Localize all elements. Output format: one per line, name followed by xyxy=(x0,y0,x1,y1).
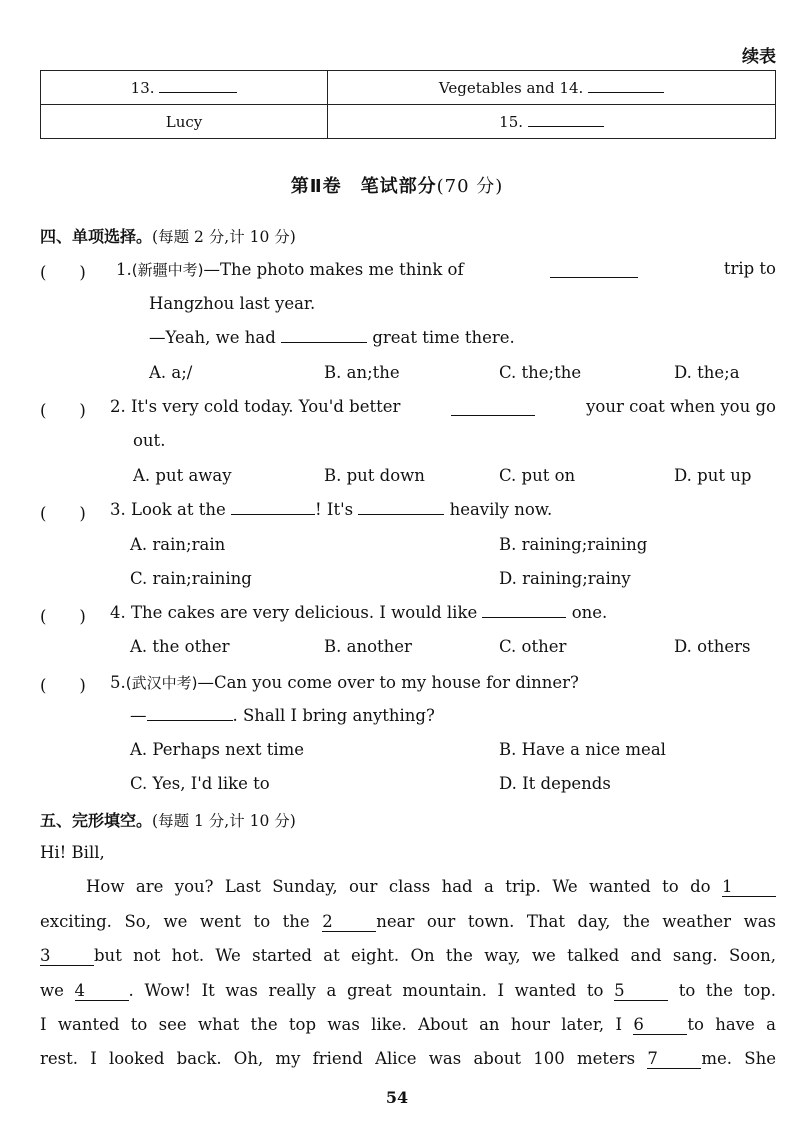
blank-15-label: 15. xyxy=(499,113,524,131)
q1-num: 1.(新疆中考)—The photo makes me think of xyxy=(116,260,464,279)
q1-blank-1[interactable] xyxy=(550,263,638,278)
cloze-blank-6[interactable]: 6 xyxy=(633,1015,687,1035)
section-4-title: 四、单项选择。 xyxy=(40,227,153,246)
answer-paren-q2[interactable]: ( ) xyxy=(40,401,86,420)
q2-option-b[interactable]: B. put down xyxy=(324,466,425,485)
question-1-line3: —Yeah, we had great time there. xyxy=(149,328,515,347)
q2-option-c[interactable]: C. put on xyxy=(499,466,576,485)
q1-blank-2[interactable] xyxy=(281,328,367,343)
q4-option-b[interactable]: B. another xyxy=(324,637,412,656)
question-1-line2: Hangzhou last year. xyxy=(149,294,316,313)
part-score: (70 分) xyxy=(436,176,504,197)
q1-text-b: trip to xyxy=(723,259,776,278)
q1-option-a[interactable]: A. a;/ xyxy=(149,363,193,382)
q4-option-d[interactable]: D. others xyxy=(674,637,751,656)
continued-label: 续表 xyxy=(742,47,776,67)
passage-line-5: I wanted to see what the top was like. About an hour later, I 6 to have a xyxy=(40,1015,776,1034)
q1-option-c[interactable]: C. the;the xyxy=(499,363,582,382)
listening-answer-table xyxy=(40,70,776,139)
q2-option-d[interactable]: D. put up xyxy=(674,466,752,485)
section-4-heading xyxy=(40,224,296,247)
table-row xyxy=(41,105,776,139)
passage-line-6: rest. I looked back. Oh, my friend Alice was about 100 meters 7 me. She xyxy=(40,1049,776,1068)
section-5-note: (每题 1 分,计 10 分) xyxy=(152,812,296,830)
q2-option-a[interactable]: A. put away xyxy=(133,466,232,485)
q4-blank[interactable] xyxy=(482,603,566,618)
part-title-text: 第Ⅱ卷 笔试部分 xyxy=(290,176,437,197)
cloze-blank-7[interactable]: 7 xyxy=(647,1049,701,1069)
question-1-line1 xyxy=(116,259,776,280)
letter-greeting: Hi! Bill, xyxy=(40,843,105,862)
blank-13-label: 13. xyxy=(130,79,155,97)
cloze-blank-5[interactable]: 5 xyxy=(614,981,668,1001)
table-row xyxy=(41,71,776,105)
question-5-line1: 5.(武汉中考)—Can you come over to my house for dinner? xyxy=(110,673,579,692)
q5-blank[interactable] xyxy=(147,706,233,721)
section-5-title: 五、完形填空。 xyxy=(40,811,153,830)
q3-option-a[interactable]: A. rain;rain xyxy=(130,535,226,554)
table-cell xyxy=(41,105,328,139)
section-4-note: (每题 2 分,计 10 分) xyxy=(152,228,296,246)
part-title xyxy=(0,172,794,198)
q3-option-c[interactable]: C. rain;raining xyxy=(130,569,252,588)
answer-paren-q5[interactable]: ( ) xyxy=(40,676,86,695)
question-3-line1: 3. Look at the ! It's heavily now. xyxy=(110,500,553,519)
passage-line-4: we 4 . Wow! It was really a great mountain. I wanted to 5 to the top. xyxy=(40,981,776,1000)
answer-paren-q4[interactable]: ( ) xyxy=(40,607,86,626)
page-number: 54 xyxy=(385,1088,409,1107)
question-4-line1: 4. The cakes are very delicious. I would like one. xyxy=(110,603,608,622)
cloze-blank-4[interactable]: 4 xyxy=(75,981,129,1001)
table-cell xyxy=(328,105,776,139)
q4-option-a[interactable]: A. the other xyxy=(130,637,230,656)
q5-option-d[interactable]: D. It depends xyxy=(499,774,611,793)
question-5-line2: — . Shall I bring anything? xyxy=(130,706,435,725)
blank-15[interactable] xyxy=(528,112,604,127)
blank-13[interactable] xyxy=(159,78,237,93)
answer-paren-q1[interactable]: ( ) xyxy=(40,263,86,282)
section-5-heading xyxy=(40,808,296,831)
q4-option-c[interactable]: C. other xyxy=(499,637,567,656)
question-2-line2: out. xyxy=(133,431,166,450)
q5-option-c[interactable]: C. Yes, I'd like to xyxy=(130,774,270,793)
q3-option-b[interactable]: B. raining;raining xyxy=(499,535,648,554)
q3-blank-2[interactable] xyxy=(358,500,444,515)
table-cell xyxy=(328,71,776,105)
name-lucy: Lucy xyxy=(165,112,203,131)
answer-paren-q3[interactable]: ( ) xyxy=(40,504,86,523)
passage-line-1: How are you? Last Sunday, our class had a trip. We wanted to do 1 xyxy=(86,877,776,897)
question-2-line1: 2. It's very cold today. You'd better your coat when you go xyxy=(110,397,776,416)
blank-14-label: Vegetables and 14. xyxy=(438,79,584,97)
q2-blank[interactable] xyxy=(451,401,535,416)
cloze-blank-1[interactable]: 1 xyxy=(722,877,776,897)
q3-option-d[interactable]: D. raining;rainy xyxy=(499,569,631,588)
q1-option-b[interactable]: B. an;the xyxy=(324,363,400,382)
q1-option-d[interactable]: D. the;a xyxy=(674,363,740,382)
passage-line-2: exciting. So, we went to the 2 near our town. That day, the weather was xyxy=(40,912,777,931)
table-cell xyxy=(41,71,328,105)
q5-option-b[interactable]: B. Have a nice meal xyxy=(499,740,666,759)
blank-14[interactable] xyxy=(588,78,664,93)
q3-blank-1[interactable] xyxy=(231,500,315,515)
q5-option-a[interactable]: A. Perhaps next time xyxy=(130,740,305,759)
cloze-blank-2[interactable]: 2 xyxy=(322,912,376,932)
cloze-blank-3[interactable]: 3 xyxy=(40,946,94,966)
passage-line-3: 3 but not hot. We started at eight. On the way, we talked and sang. Soon, xyxy=(40,946,776,965)
